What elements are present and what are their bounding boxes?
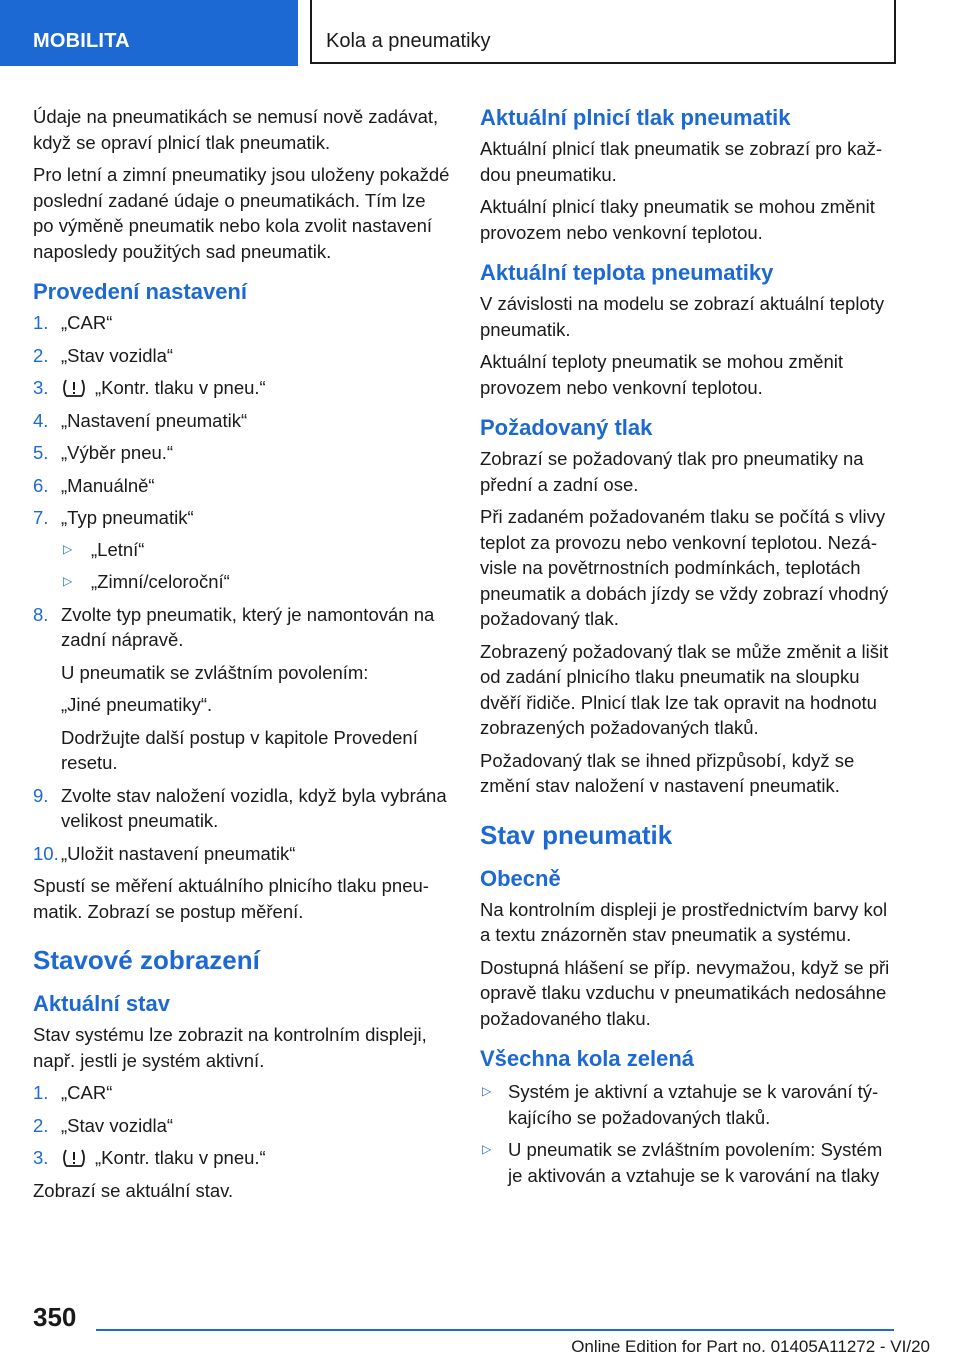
step-item [33, 310, 451, 336]
step-text: „Typ pneumatik“ [61, 507, 194, 528]
triangle-right-icon: ▷ [63, 541, 73, 556]
step-number: 1. [33, 1082, 49, 1103]
bullet-text: „Zimní/celoroční“ [91, 571, 230, 592]
tire-pressure-warning-icon [61, 378, 87, 398]
step-note: Dodržujte další postup v kapitole Provedení resetu. [61, 726, 418, 773]
step-item [33, 841, 451, 867]
list-item [480, 1137, 900, 1188]
step-text: „CAR“ [61, 312, 113, 333]
edition-note: Online Edition for Part no. 01405A11272 - VI/20 [571, 1337, 930, 1356]
step-number: 1. [33, 312, 49, 333]
tire-pressure-warning-icon [61, 1148, 87, 1168]
heading-all-wheels-green: Všechna kola zelená [480, 1046, 694, 1071]
paragraph: Dostupná hlášení se příp. nevymažou, když se při opravě tlaku vzduchu v pneumatikách nedosáhne požadovaného tlaku. [480, 956, 890, 1029]
paragraph: Údaje na pneumatikách se nemusí nově zadávat, když se opraví plnicí tlak pneumatik. [33, 106, 439, 153]
paragraph: Zobrazí se aktuální stav. [33, 1179, 234, 1201]
setup-steps [33, 310, 451, 866]
paragraph: Aktuální plnicí tlaky pneumatik se mohou změnit provozem nebo venkovní teplotou. [480, 196, 875, 243]
triangle-right-icon: ▷ [482, 1142, 492, 1156]
list-item [480, 1079, 900, 1130]
triangle-right-icon: ▷ [482, 1084, 492, 1098]
step-text: „Manuálně“ [61, 474, 155, 496]
paragraph: Na kontrolním displeji je prostřednictvím barvy kol a textu znázorněn stav pneumatik a systému. [480, 898, 888, 945]
footer-divider [96, 1329, 894, 1331]
step-item [33, 602, 451, 776]
step-number: 2. [33, 1114, 49, 1136]
heading-current-pressure: Aktuální plnicí tlak pneumatik [480, 105, 791, 130]
heading-target-pressure: Požadovaný tlak [480, 415, 653, 440]
paragraph: Pro letní a zimní pneumatiky jsou uloženy pokaždé poslední zadané údaje o pneumatikách. Tím lze po výměně pneumatik nebo kola zvolit nastavení naposledy použitých sad pneumatik. [33, 164, 450, 262]
step-text: „CAR“ [61, 1082, 113, 1103]
step-note: U pneumatik se zvláštním povolením: [61, 661, 369, 683]
step-text: „Uložit nastavení pneumatik“ [61, 842, 296, 864]
step-note: „Jiné pneumatiky“. [61, 694, 213, 715]
step-item [33, 473, 451, 499]
paragraph: Při zadaném požadovaném tlaku se počítá s vlivy teplot za provozu nebo venkovní teplotou. Nezávisle na povětrnostních podmínkách, teplotách pneumatik a dobách jízdy se vždy zobrazí vhodný požadovaný tlak. [480, 506, 889, 629]
step-number: 9. [33, 784, 49, 806]
step-number: 6. [33, 474, 49, 496]
triangle-right-icon: ▷ [63, 574, 73, 588]
heading-current-state: Aktuální stav [33, 991, 170, 1016]
step-text: „Stav vozidla“ [61, 1114, 174, 1136]
step-text: „Kontr. tlaku v pneu.“ [95, 1147, 266, 1168]
step-item [33, 408, 451, 434]
tire-type-options [61, 537, 451, 595]
paragraph: V závislosti na modelu se zobrazí aktuální teploty pneumatik. [480, 293, 885, 340]
step-text: „Stav vozidla“ [61, 344, 174, 366]
step-text: Zvolte stav naložení vozidla, když byla vybrána velikost pneumatik. [61, 784, 447, 831]
step-item [33, 783, 451, 834]
step-number: 10. [33, 842, 59, 864]
paragraph: Stav systému lze zobrazit na kontrolním displeji, např. jestli je systém aktivní. [33, 1024, 427, 1071]
step-number: 7. [33, 507, 49, 528]
left-column [33, 104, 451, 1210]
paragraph: Zobrazí se požadovaný tlak pro pneumatiky na přední a zadní ose. [480, 448, 864, 495]
heading-setup: Provedení nastavení [33, 279, 247, 304]
step-item [33, 505, 451, 595]
step-item [33, 1080, 451, 1106]
step-text: „Nastavení pneumatik“ [61, 409, 248, 431]
chapter-tab[interactable]: Kola a pneumatiky [310, 0, 896, 64]
step-text: „Výběr pneu.“ [61, 442, 174, 463]
step-number: 5. [33, 442, 49, 463]
step-number: 3. [33, 377, 49, 398]
section-tab[interactable]: MOBILITA [0, 0, 298, 66]
step-item [33, 375, 451, 401]
step-number: 3. [33, 1147, 49, 1168]
heading-status-display: Stavové zobrazení [33, 945, 260, 975]
paragraph: Aktuální teploty pneumatik se mohou změnit provozem nebo venkovní teplotou. [480, 351, 843, 398]
heading-current-temperature: Aktuální teplota pneumatiky [480, 260, 774, 285]
list-item [61, 569, 451, 595]
paragraph: Spustí se měření aktuálního plnicího tlaku pneumatik. Zobrazí se postup měření. [33, 875, 429, 922]
list-item [61, 537, 451, 563]
heading-general: Obecně [480, 865, 561, 891]
heading-tire-status: Stav pneumatik [480, 819, 673, 850]
step-number: 8. [33, 603, 49, 625]
step-item [33, 1145, 451, 1171]
bullet-text: Systém je aktivní a vztahuje se k varování týkajícího se požadovaných tlaků. [508, 1081, 879, 1128]
paragraph: Aktuální plnicí tlak pneumatik se zobrazí pro každou pneumatiku. [480, 138, 883, 185]
step-item [33, 440, 451, 466]
page-header [0, 0, 960, 66]
green-status-list [480, 1079, 900, 1188]
step-item [33, 1113, 451, 1139]
step-number: 4. [33, 409, 49, 431]
paragraph: Zobrazený požadovaný tlak se může změnit a lišit od zadání plnicího tlaku pneumatik na sloupku dvěří řidiče. Plnicí tlak lze tak opravit na hodnotu zobrazených požadovaných tlaků. [480, 640, 889, 738]
paragraph: Požadovaný tlak se ihned přizpůsobí, když se změní stav naložení v nastavení pneumatik. [480, 749, 855, 796]
page-number: 350 [33, 1302, 77, 1332]
bullet-text: U pneumatik se zvláštním povolením: Systém je aktivován a vztahuje se k varování na tlaky [508, 1139, 883, 1186]
right-column [480, 104, 900, 1195]
step-number: 2. [33, 344, 49, 366]
step-item [33, 343, 451, 369]
bullet-text: „Letní“ [91, 538, 145, 560]
step-text: „Kontr. tlaku v pneu.“ [95, 377, 266, 398]
step-text: Zvolte typ pneumatik, který je namontován na zadní nápravě. [61, 603, 435, 650]
status-steps [33, 1080, 451, 1171]
